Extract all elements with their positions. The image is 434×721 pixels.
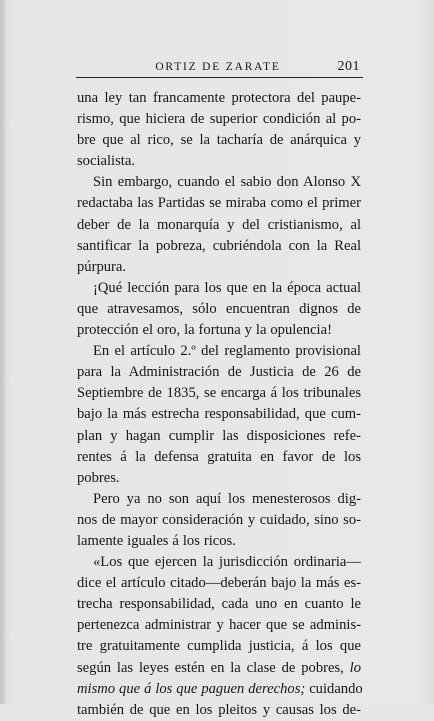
- binding-shadow: [0, 0, 8, 704]
- text-line-30: también de que en los pleitos y causas los de-: [77, 701, 361, 718]
- text-line-19: pobres.: [77, 469, 120, 486]
- text-line-9: púrpura.: [77, 258, 127, 275]
- text-line-26: pertenezca administrar y hacer que se adminis-: [77, 617, 361, 634]
- text-line-3: bre que al rico, se la tacharía de anárquica y: [77, 132, 361, 149]
- text-line-25: trecha responsabilidad, cada uno en cuanto le: [77, 596, 361, 613]
- text-line-23: «Los que ejercen la jurisdicción ordinaria—: [93, 554, 361, 571]
- text-line-7: deber de la monarquía y del cristianismo, al: [77, 216, 361, 233]
- text-line-29: [77, 679, 361, 700]
- page-number: 201: [337, 59, 360, 74]
- body-text: [77, 88, 361, 721]
- text-line-20: Pero ya no son aquí los menesterosos dig-: [93, 490, 361, 507]
- text-line-21: nos de mayor consideración y cuidado, sino so-: [77, 511, 361, 528]
- running-title: ORTIZ DE ZARATE: [155, 61, 281, 73]
- text-line-12: protección el oro, la fortuna y la opulencia!: [77, 322, 332, 339]
- text-line-6: redactaba las Partidas se miraba como el primer: [77, 195, 361, 212]
- text-line-15: Septiembre de 1835, se encarga á los tribunales: [77, 385, 361, 402]
- text-line-24: dice el artículo citado—deberán bajo la más es-: [77, 575, 361, 592]
- running-head: [76, 58, 360, 76]
- text-line-8: santificar la pobreza, cubriéndola con la Real: [77, 237, 361, 254]
- text-line-2: rismo, que hiciera de superior condición al po-: [77, 111, 361, 128]
- text-line-5: Sin embargo, cuando el sabio don Alonso X: [93, 174, 361, 191]
- text-line-11: que atravesamos, sólo encuentran dignos de: [77, 300, 361, 317]
- text-line-22: lamente iguales á los ricos.: [77, 532, 236, 549]
- text-line-14: para la Administración de Justicia de 26 de: [77, 364, 361, 381]
- text-line-29-rest: cuidando: [309, 680, 363, 697]
- text-line-28-italic: lo: [349, 659, 362, 676]
- header-rule: [76, 77, 363, 78]
- text-line-29-italic: mismo que á los que paguen derechos;: [77, 680, 306, 697]
- text-line-27: tre gratuitamente cumplida justicia, á los que: [77, 638, 361, 655]
- text-line-10: ¡Qué lección para los que en la época actual: [93, 279, 361, 296]
- text-line-18: rentes á la defensa gratuita en favor de los: [77, 448, 361, 465]
- text-line-13: En el artículo 2.º del reglamento provisional: [93, 343, 361, 360]
- text-line-4: socialista.: [77, 153, 135, 170]
- text-line-17: plan y hagan cumplir las disposiciones refe-: [77, 427, 361, 444]
- text-line-16: bajo la más estrecha responsabilidad, que cum-: [77, 406, 361, 423]
- text-line-28: [77, 658, 361, 679]
- text-line-1: una ley tan francamente protectora del paupe-: [77, 90, 361, 106]
- text-line-28-main: según las leyes estén en la clase de pobres,: [77, 659, 344, 676]
